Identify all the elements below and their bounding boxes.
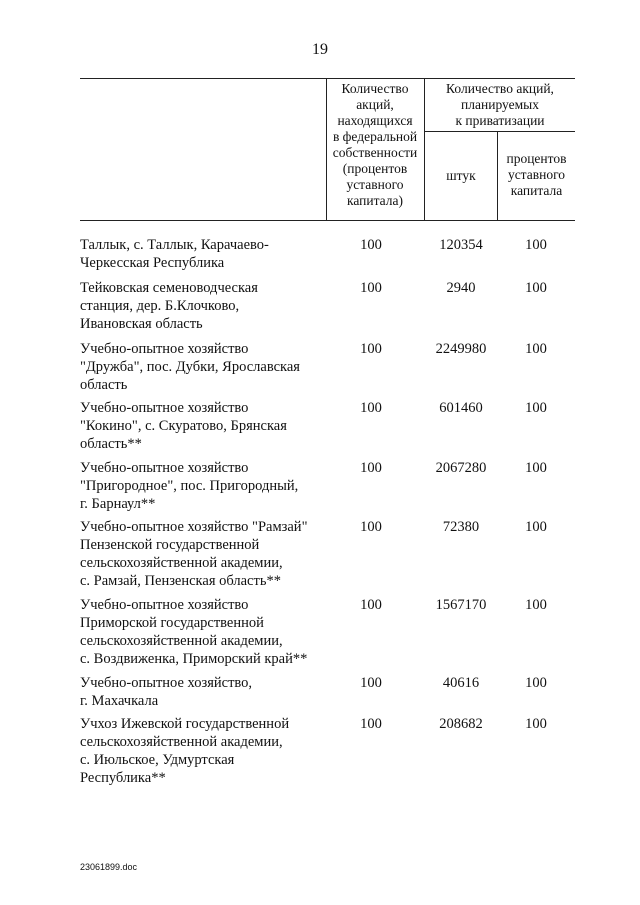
federal-share-value: 100 xyxy=(360,460,382,476)
federal-share-value: 100 xyxy=(360,597,382,613)
planned-percent-value: 100 xyxy=(525,716,547,732)
organization-name: Учебно-опытное хозяйство "Кокино", с. Скуратово, Брянская область** xyxy=(80,400,287,452)
planned-percent-value: 100 xyxy=(525,280,547,296)
federal-share-value: 100 xyxy=(360,341,382,357)
planned-pieces-value: 72380 xyxy=(442,519,480,535)
planned-percent-value: 100 xyxy=(525,400,547,416)
planned-pieces-value: 2940 xyxy=(446,280,476,296)
organization-name: Учебно-опытное хозяйство Приморской государственной сельскохозяйственной академии, с. Воздвиженка, Приморский край** xyxy=(80,597,308,667)
federal-share-value: 100 xyxy=(360,519,382,535)
header-pieces: штук xyxy=(446,168,476,183)
planned-pieces-value: 120354 xyxy=(439,237,483,253)
header-federal-share: Количество акций, находящихся в федеральной собственности (процентов уставного капитала) xyxy=(332,81,418,208)
header-percent: процентов уставного капитала xyxy=(506,151,567,198)
organization-name: Тейковская семеноводческая станция, дер. Б.Клочково, Ивановская область xyxy=(80,280,258,332)
federal-share-value: 100 xyxy=(360,675,382,691)
organization-name: Учхоз Ижевской государственной сельскохозяйственной академии, с. Июльское, Удмуртская Республика** xyxy=(80,716,290,786)
planned-pieces-value: 1567170 xyxy=(435,597,487,613)
header-bottom-rule xyxy=(80,220,575,221)
organization-name: Таллык, с. Таллык, Карачаево- Черкесская Республика xyxy=(80,237,269,271)
planned-pieces-value: 40616 xyxy=(442,675,480,691)
planned-percent-value: 100 xyxy=(525,597,547,613)
planned-pieces-value: 601460 xyxy=(439,400,483,416)
planned-percent-value: 100 xyxy=(525,341,547,357)
federal-share-value: 100 xyxy=(360,400,382,416)
page-number: 19 xyxy=(312,41,328,58)
header-planned-shares: Количество акций, планируемых к приватизации xyxy=(446,81,554,128)
planned-pieces-value: 2249980 xyxy=(435,341,487,357)
planned-pieces-value: 208682 xyxy=(439,716,483,732)
planned-percent-value: 100 xyxy=(525,519,547,535)
planned-percent-value: 100 xyxy=(525,460,547,476)
planned-pieces-value: 2067280 xyxy=(435,460,487,476)
planned-percent-value: 100 xyxy=(525,675,547,691)
federal-share-value: 100 xyxy=(360,716,382,732)
planned-percent-value: 100 xyxy=(525,237,547,253)
organization-name: Учебно-опытное хозяйство "Дружба", пос. Дубки, Ярославская область xyxy=(80,341,300,393)
organization-name: Учебно-опытное хозяйство, г. Махачкала xyxy=(80,675,253,709)
federal-share-value: 100 xyxy=(360,237,382,253)
federal-share-value: 100 xyxy=(360,280,382,296)
document-filename: 23061899.doc xyxy=(80,862,138,872)
organization-name: Учебно-опытное хозяйство "Пригородное", пос. Пригородный, г. Барнаул** xyxy=(80,460,299,512)
header-sub-rule xyxy=(424,131,575,132)
organization-name: Учебно-опытное хозяйство "Рамзай" Пензенской государственной сельскохозяйственной академии, с. Рамзай, Пензенская область** xyxy=(80,519,308,589)
header-top-rule xyxy=(80,78,575,79)
